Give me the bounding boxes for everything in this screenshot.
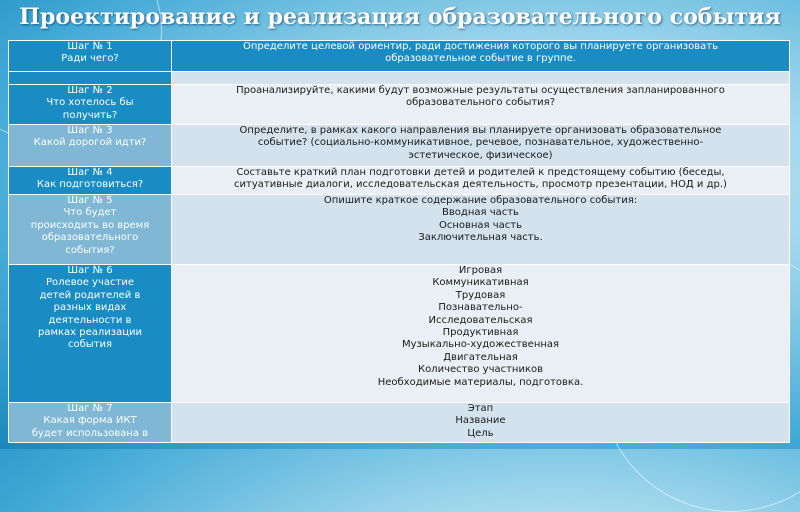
step-text: Шаг № 7 — [67, 403, 113, 414]
description-text: Этап — [467, 403, 494, 414]
description-text: событие? (социально-коммуникативное, речевое, познавательное, художественно- — [257, 137, 704, 149]
description-text: Коммуникативная — [432, 277, 529, 289]
description-text: Исследовательская — [428, 314, 533, 326]
description-text: Музыкально-художественная — [401, 339, 560, 351]
description-cell — [172, 403, 790, 443]
description-text: ситуативные диалоги, исследовательская деятельность, просмотр презентации, НОД и др.) — [234, 179, 727, 191]
step-cell — [9, 265, 172, 403]
step-cell — [9, 72, 172, 85]
step-text: детей родителей в — [39, 289, 141, 301]
step-text: Что будет — [63, 207, 117, 219]
description-text: Определите целевой ориентир, ради достижения которого вы планируете организовать — [242, 41, 719, 52]
step-text: Шаг № 4 — [67, 167, 113, 178]
description-cell — [172, 195, 790, 265]
description-text: Заключительная часть. — [418, 232, 543, 244]
step-cell — [9, 85, 172, 125]
table-row — [9, 403, 790, 443]
slide-title: Проектирование и реализация образовательного события — [19, 4, 781, 30]
table-row — [9, 85, 790, 125]
step-text: происходить во время — [30, 219, 150, 231]
steps-table — [8, 40, 790, 443]
step-text: рамках реализации — [37, 327, 143, 339]
description-text: Опишите краткое содержание образовательного события: — [323, 195, 638, 206]
step-text: Какой дорогой идти? — [33, 137, 147, 149]
description-cell — [172, 167, 790, 195]
description-text: Цель — [467, 427, 494, 439]
description-text: образовательного события? — [405, 97, 555, 109]
step-text: Шаг № 1 — [67, 41, 113, 52]
description-text: Название — [455, 415, 506, 427]
description-text: Вводная часть — [442, 207, 519, 219]
description-cell — [172, 41, 790, 72]
step-cell — [9, 125, 172, 167]
description-text: Познавательно- — [438, 302, 523, 314]
step-cell — [9, 403, 172, 443]
step-text: Шаг № 6 — [67, 265, 113, 276]
step-text: Шаг № 3 — [67, 125, 113, 136]
step-text: Ради чего? — [61, 53, 119, 65]
step-cell — [9, 167, 172, 195]
table-row — [9, 167, 790, 195]
description-text: Определите, в рамках какого направления вы планируете организовать образовательное — [239, 125, 722, 136]
step-cell — [9, 41, 172, 72]
step-text: будет использована в — [31, 427, 149, 439]
table-row — [9, 125, 790, 167]
step-text: Как подготовиться? — [36, 179, 144, 191]
table-row — [9, 265, 790, 403]
step-text: Шаг № 5 — [67, 195, 113, 206]
table-row — [9, 195, 790, 265]
step-text: Шаг № 2 — [67, 85, 113, 96]
step-text: события — [67, 339, 113, 351]
step-text: получить? — [62, 109, 118, 121]
description-text: образовательное событие в группе. — [385, 53, 576, 65]
step-text: события? — [65, 244, 115, 256]
description-text: Количество участников — [417, 364, 544, 376]
description-text: Основная часть — [438, 219, 523, 231]
step-cell — [9, 195, 172, 265]
step-text: разных видах — [53, 302, 127, 314]
table-row — [9, 41, 790, 72]
step-text: Что хотелось бы — [46, 97, 134, 109]
description-text: эстетическое, физическое) — [408, 149, 553, 161]
description-cell — [172, 125, 790, 167]
description-text: Необходимые материалы, подготовка. — [377, 376, 584, 388]
description-text: Двигательная — [443, 351, 518, 363]
step-text: образовательного — [41, 232, 139, 244]
description-text: Трудовая — [455, 289, 506, 301]
step-text: Ролевое участие — [46, 277, 134, 289]
description-text: Игровая — [458, 265, 503, 276]
table-row — [9, 72, 790, 85]
description-cell — [172, 265, 790, 403]
step-text: деятельности в — [48, 314, 132, 326]
description-cell — [172, 72, 790, 85]
description-text: Проанализируйте, какими будут возможные результаты осуществления запланированного — [236, 85, 725, 96]
description-text: Составьте краткий план подготовки детей и родителей к предстоящему событию (беседы, — [236, 167, 725, 178]
description-cell — [172, 85, 790, 125]
description-text: Продуктивная — [442, 327, 519, 339]
step-text: Какая форма ИКТ — [43, 415, 137, 427]
